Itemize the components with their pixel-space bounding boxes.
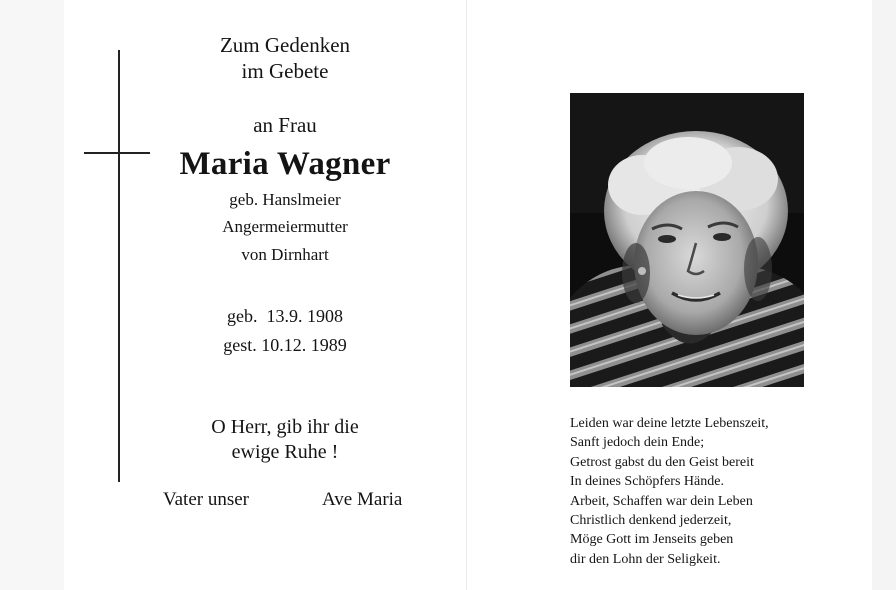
cross-icon-horizontal — [84, 152, 150, 154]
poem-line: Möge Gott im Jenseits geben — [570, 532, 734, 548]
birth-date: geb. 13.9. 1908 — [227, 306, 343, 326]
poem-line: In deines Schöpfers Hände. — [570, 474, 724, 490]
portrait-photo — [570, 93, 804, 387]
prayer-line-2: ewige Ruhe ! — [231, 441, 339, 463]
death-date: gest. 10.12. 1989 — [223, 335, 347, 355]
closing-vater-unser: Vater unser — [163, 489, 249, 510]
cross-icon-vertical — [118, 50, 120, 482]
poem-line: Sanft jedoch dein Ende; — [570, 435, 705, 451]
poem-line: Christlich denkend jederzeit, — [570, 513, 732, 529]
prayer-line-1: O Herr, gib ihr die — [211, 416, 359, 438]
heading-line-2: im Gebete — [241, 59, 329, 83]
poem-line: dir den Lohn der Seligkeit. — [570, 551, 721, 567]
scan-edge-left — [0, 0, 64, 590]
memorial-poem — [570, 414, 830, 569]
deceased-origin: von Dirnhart — [241, 245, 329, 264]
card-fold-line — [466, 0, 467, 590]
salutation: an Frau — [253, 113, 317, 137]
deceased-name: Maria Wagner — [179, 146, 391, 182]
scan-edge-right — [872, 0, 896, 590]
portrait-illustration — [570, 93, 804, 387]
heading-line-1: Zum Gedenken — [219, 33, 351, 57]
maiden-name: geb. Hanslmeier — [229, 190, 341, 209]
closing-ave-maria: Ave Maria — [322, 489, 403, 510]
poem-line: Leiden war deine letzte Lebenszeit, — [570, 416, 769, 431]
poem-line: Arbeit, Schaffen war dein Leben — [570, 493, 753, 509]
poem-line: Getrost gabst du den Geist bereit — [570, 454, 754, 470]
deceased-title: Angermeiermutter — [222, 217, 348, 236]
